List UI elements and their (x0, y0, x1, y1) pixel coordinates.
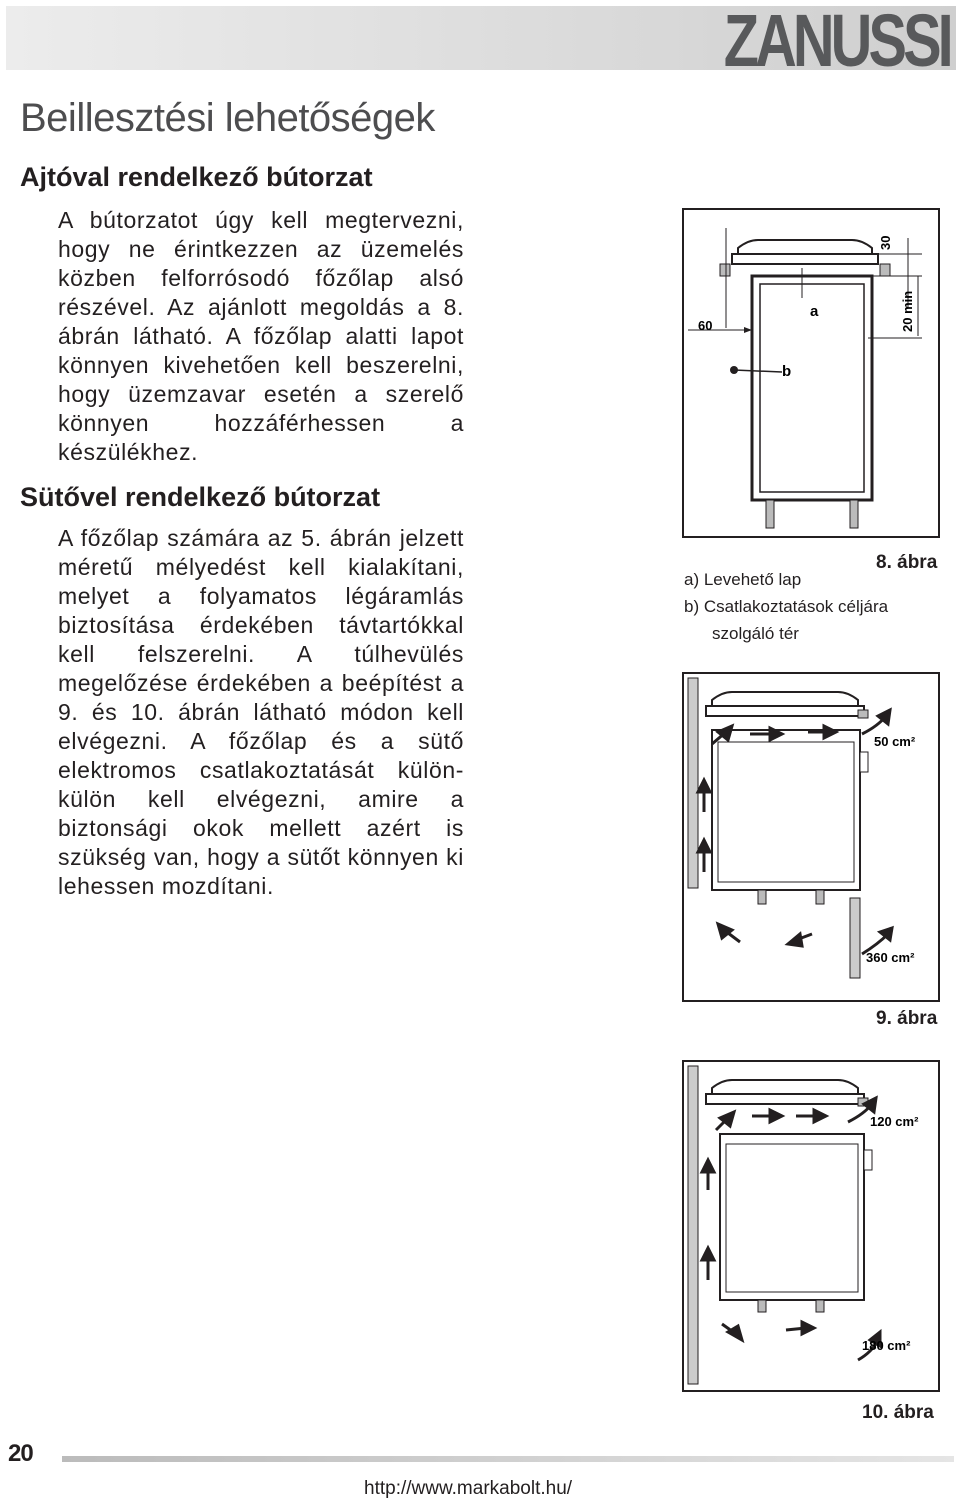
area-bottom-label: 360 cm² (866, 950, 915, 965)
area-top-label: 120 cm² (870, 1114, 919, 1129)
section-heading-oven-furniture: Sütővel rendelkező bútorzat (20, 482, 381, 512)
label-b: b (782, 363, 792, 380)
brand-logo: ZANUSSI (723, 0, 950, 82)
footer-divider (62, 1456, 954, 1462)
dimension-30: 30 (878, 235, 893, 250)
figure-10-caption: 10. ábra (862, 1402, 934, 1423)
figure-8-legend-a: a) Levehető lap (684, 570, 802, 589)
area-top-label: 50 cm² (874, 734, 916, 749)
section-text-oven-furniture (20, 524, 464, 901)
figure-10-diagram (682, 1060, 942, 1394)
section-heading-door-furniture: Ajtóval rendelkező bútorzat (20, 162, 373, 192)
figure-8-caption: 8. ábra (876, 552, 938, 573)
figure-9-diagram (682, 672, 942, 1004)
section-text-door-furniture (20, 206, 464, 467)
paragraph: A bútorzatot úgy kell megtervezni, hogy ne érintkezzen az üzemelés közben felforrósodó főzőlap alsó részével. Az ajánlott megoldás a 8. ábrán látható. A főzőlap alatti lapot könnyen kivehetően kell beszerelni, hogy üzemzavar esetén a szerelő könnyen hozzáférhessen a készülékhez. (58, 207, 464, 465)
area-bottom-label: 180 cm² (862, 1338, 911, 1353)
label-a: a (810, 303, 819, 320)
figure-9-caption: 9. ábra (876, 1008, 938, 1029)
page-number: 20 (8, 1440, 33, 1467)
figure-8-legend-b-cont: szolgáló tér (712, 624, 799, 643)
footer-url-link[interactable]: http://www.markabolt.hu/ (364, 1478, 573, 1499)
figure-8-legend-b: b) Csatlakoztatások céljára (684, 597, 889, 616)
dimension-20-min: 20 min (900, 290, 915, 332)
page-title: Beillesztési lehetőségek (20, 96, 435, 140)
dimension-60: 60 (698, 318, 713, 333)
figure-8-diagram (682, 208, 942, 540)
paragraph: A főzőlap számára az 5. ábrán jelzett méretű mélyedést kell kialakítani, melyet a folyamatos légáramlás biztosítása érdekében távtartókkal kell felszerelni. A túlhevülés megelőzése érdekében a beépítést a 9. és 10. ábrán látható módon kell elvégezni. A főzőlap és a sütő elektromos csatlakoztatását külön-külön kell elvégezni, amire a biztonsági okok mellett azért is szükség van, hogy a sütőt könnyen ki lehessen mozdítani. (58, 525, 464, 899)
